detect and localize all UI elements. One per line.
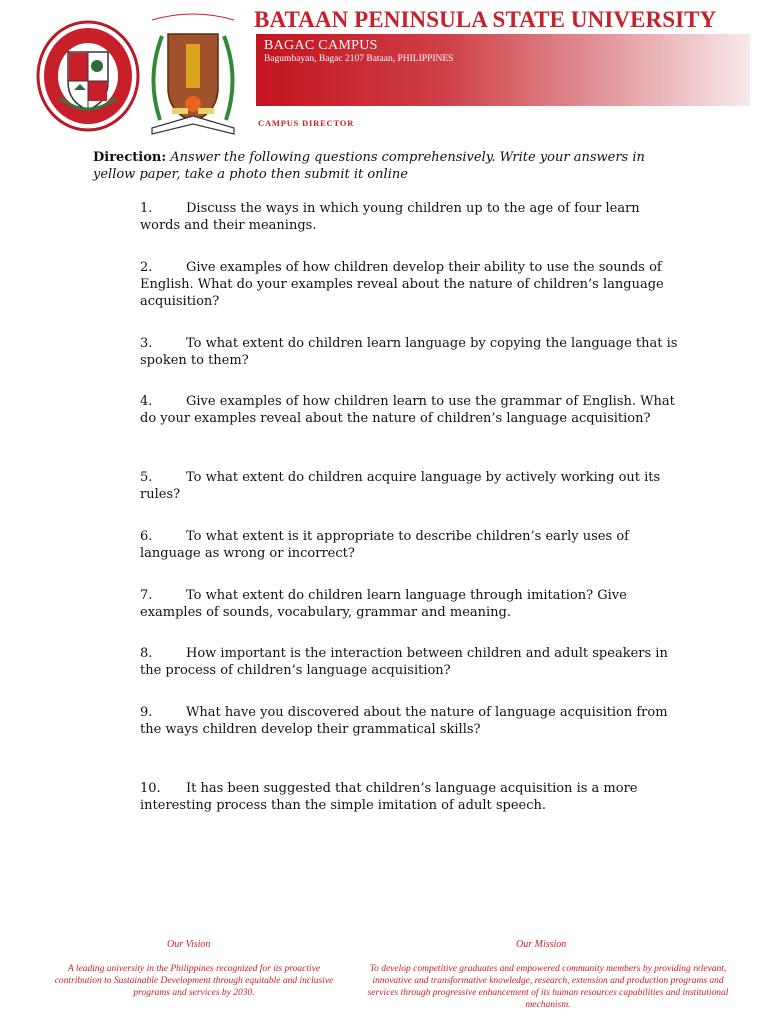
university-seal-logo (36, 20, 140, 132)
direction-paragraph (93, 149, 653, 183)
question-number: 8. (140, 646, 153, 661)
question-text: Discuss the ways in which young children up to the age of four learn words and their meanings. (140, 201, 640, 233)
direction-label: Direction: (93, 150, 167, 165)
campus-address: Bagumbayan, Bagac 2107 Bataan, PHILIPPINES (264, 54, 454, 64)
question-number: 6. (140, 529, 153, 544)
question-number: 9. (140, 705, 153, 720)
vision-heading: Our Vision (167, 939, 211, 950)
question-number: 5. (140, 470, 153, 485)
question-text: Give examples of how children develop their ability to use the sounds of English. What do your examples reveal about the nature of children’s language acquisition? (140, 260, 664, 309)
question-text: To what extent do children acquire language by actively working out its rules? (140, 470, 661, 502)
question-item (140, 200, 680, 234)
question-text: What have you discovered about the nature of language acquisition from the ways children develop their grammatical skills? (140, 705, 668, 737)
question-item (140, 469, 680, 503)
office-label: CAMPUS DIRECTOR (258, 118, 355, 128)
question-number: 1. (140, 201, 153, 216)
question-item (140, 645, 680, 679)
question-text: Give examples of how children learn to use the grammar of English. What do your examples reveal about the nature of children’s language acquisition? (140, 394, 675, 426)
question-item (140, 259, 680, 310)
question-number: 7. (140, 588, 153, 603)
question-number: 2. (140, 260, 153, 275)
question-item (140, 393, 680, 427)
question-text: To what extent do children learn language by copying the language that is spoken to them? (140, 336, 678, 368)
question-item (140, 704, 680, 738)
mission-text: To develop competitive graduates and empowered community members by providing relevant, innovative and transformative knowledge, research, extension and production programs and services through progressive enhancement of its human resources capabilities and institutional mechanism. (367, 964, 729, 1010)
question-item (140, 528, 680, 562)
question-text: To what extent do children learn language through imitation? Give examples of sounds, vocabulary, grammar and meaning. (140, 588, 627, 620)
question-item (140, 587, 680, 621)
question-number: 3. (140, 336, 153, 351)
question-text: To what extent is it appropriate to describe children’s early uses of language as wrong or incorrect? (140, 529, 629, 561)
question-item (140, 335, 680, 369)
campus-name: BAGAC CAMPUS (264, 38, 378, 53)
question-item (140, 780, 680, 814)
question-number: 10. (140, 781, 161, 796)
question-text: It has been suggested that children’s language acquisition is a more interesting process than the simple imitation of adult speech. (140, 781, 638, 813)
vision-text: A leading university in the Philippines recognized for its proactive contribution to Sustainable Development through equitable and inclusive programs and services by 2030. (54, 964, 334, 998)
question-text: How important is the interaction between children and adult speakers in the process of children’s language acquisition? (140, 646, 668, 678)
campus-crest-logo (144, 8, 242, 136)
university-name: BATAAN PENINSULA STATE UNIVERSITY (254, 7, 717, 32)
question-number: 4. (140, 394, 153, 409)
mission-heading: Our Mission (516, 939, 567, 950)
direction-text: Answer the following questions comprehensively. Write your answers in yellow paper, take a photo then submit it online (93, 150, 645, 182)
